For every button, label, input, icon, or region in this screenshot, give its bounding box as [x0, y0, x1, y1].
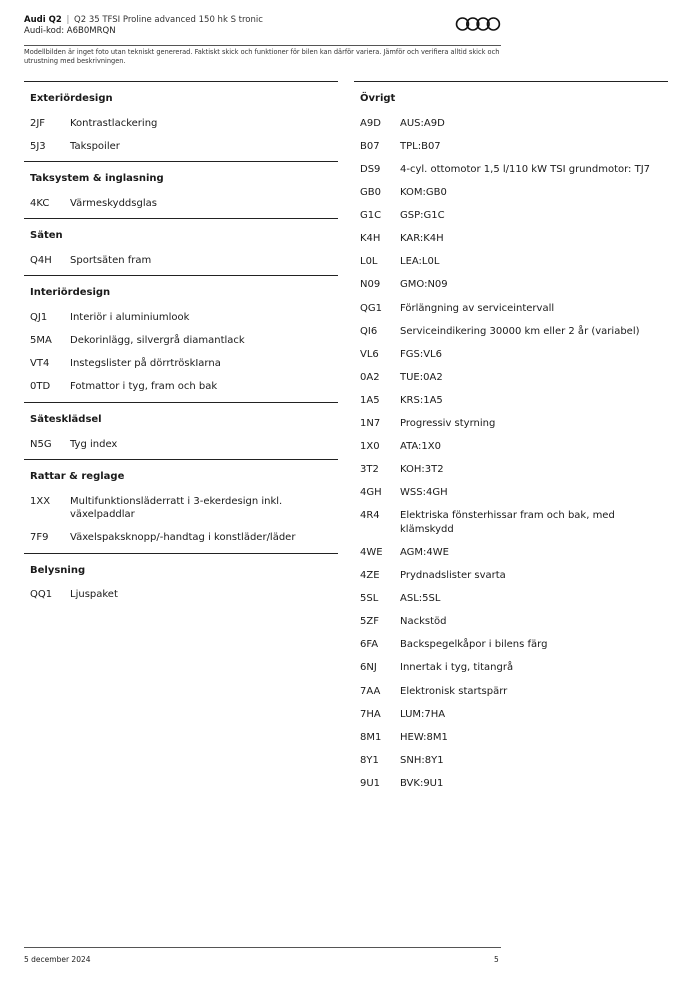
equipment-description: 4-cyl. ottomotor 1,5 l/110 kW TSI grundmotor: TJ7 [400, 163, 651, 175]
equipment-description: Förlängning av serviceintervall [400, 302, 555, 314]
equipment-description: Växelspaksknopp/-handtag i konstläder/läder [70, 532, 296, 544]
equipment-section [24, 402, 338, 459]
equipment-row [354, 726, 668, 749]
equipment-row [24, 433, 338, 456]
equipment-code: 5J3 [30, 140, 46, 152]
equipment-row [354, 749, 668, 772]
page-header [24, 15, 500, 37]
section-title: Rattar & reglage [30, 470, 125, 482]
equipment-row [24, 135, 338, 158]
equipment-row [354, 389, 668, 412]
equipment-description: Sportsäten fram [70, 255, 152, 267]
equipment-row [24, 192, 338, 215]
equipment-description: KRS:1A5 [400, 394, 443, 406]
equipment-code: 5SL [360, 593, 379, 605]
equipment-row [354, 320, 668, 343]
model-name: Audi Q2 [24, 15, 62, 25]
equipment-code: 4ZE [360, 570, 380, 582]
section-title: Interiördesign [30, 287, 111, 299]
equipment-code: 7AA [360, 685, 381, 697]
equipment-section [354, 81, 668, 798]
equipment-row [354, 634, 668, 657]
header-divider [24, 45, 501, 46]
equipment-description: KOH:3T2 [400, 464, 444, 476]
equipment-row [354, 227, 668, 250]
equipment-row [354, 251, 668, 274]
equipment-code: QQ1 [30, 589, 53, 601]
equipment-section [24, 553, 338, 610]
equipment-section [24, 275, 338, 401]
equipment-description: Serviceindikering 30000 km eller 2 år (variabel) [400, 325, 640, 337]
equipment-description: Dekorinlägg, silvergrå diamantlack [70, 335, 245, 347]
section-title: Belysning [30, 564, 86, 576]
equipment-code: 4GH [360, 487, 382, 499]
equipment-row [354, 297, 668, 320]
equipment-code: N09 [360, 279, 381, 291]
equipment-code: 5MA [30, 335, 52, 347]
section-title: Övrigt [360, 93, 396, 104]
equipment-description: Värmeskyddsglas [70, 197, 157, 209]
equipment-row [24, 376, 338, 399]
equipment-code: 8Y1 [360, 754, 379, 766]
equipment-code: B07 [360, 140, 380, 152]
equipment-section [24, 218, 338, 275]
equipment-row [24, 112, 338, 135]
equipment-description: SNH:8Y1 [400, 754, 444, 766]
equipment-code: L0L [360, 256, 378, 268]
equipment-description: LUM:7HA [400, 708, 446, 720]
section-title: Säten [30, 230, 63, 242]
equipment-description: GMO:N09 [400, 279, 448, 291]
equipment-code: 1N7 [360, 418, 381, 430]
equipment-code: DS9 [360, 163, 381, 175]
equipment-description: Elektronisk startspärr [400, 685, 508, 697]
equipment-row [354, 366, 668, 389]
equipment-row [354, 482, 668, 505]
page-number: 5 [494, 955, 499, 964]
equipment-description: Kontrastlackering [70, 117, 158, 129]
equipment-row [24, 306, 338, 329]
equipment-description: Takspoiler [70, 140, 120, 152]
equipment-description: GSP:G1C [400, 210, 445, 222]
footer-divider [24, 947, 501, 948]
audi-rings-icon [455, 16, 501, 32]
equipment-code: 1X0 [360, 441, 380, 453]
equipment-code: QG1 [360, 302, 382, 314]
equipment-description: Tyg index [70, 438, 118, 450]
equipment-row [354, 610, 668, 633]
equipment-row [354, 181, 668, 204]
equipment-row [354, 541, 668, 564]
equipment-section [24, 81, 338, 161]
equipment-code: VL6 [360, 348, 379, 360]
equipment-description: TPL:B07 [400, 140, 441, 152]
equipment-row [354, 274, 668, 297]
equipment-row [354, 505, 668, 542]
equipment-code: QJ1 [30, 312, 48, 324]
equipment-description: KAR:K4H [400, 233, 444, 245]
equipment-code: 3T2 [360, 464, 379, 476]
equipment-row [354, 112, 668, 135]
equipment-description: Ljuspaket [70, 589, 118, 601]
equipment-row [354, 435, 668, 458]
model-variant: Q2 35 TFSI Proline advanced 150 hk S tronic [74, 15, 263, 25]
equipment-row [24, 490, 338, 527]
equipment-code: 7F9 [30, 532, 49, 544]
equipment-row [24, 329, 338, 352]
equipment-row [354, 703, 668, 726]
equipment-description: ASL:5SL [400, 593, 441, 605]
section-title: Sätesklädsel [30, 413, 102, 425]
equipment-description: HEW:8M1 [400, 731, 448, 743]
equipment-section [24, 161, 338, 218]
equipment-code: Q4H [30, 255, 52, 267]
equipment-row [354, 343, 668, 366]
equipment-description: AGM:4WE [400, 546, 449, 558]
equipment-description: Multifunktionsläderratt i 3-ekerdesign inkl. växelpaddlar [70, 495, 283, 521]
equipment-description: Interiör i aluminiumlook [70, 312, 190, 324]
equipment-description: AUS:A9D [400, 117, 445, 129]
equipment-row [24, 526, 338, 549]
equipment-code: 1A5 [360, 394, 380, 406]
equipment-description: Fotmattor i tyg, fram och bak [70, 381, 218, 393]
audi-code: Audi-kod: A6B0MRQN [24, 26, 116, 36]
equipment-code: VT4 [30, 358, 50, 370]
equipment-code: 6NJ [360, 662, 377, 674]
equipment-description: BVK:9U1 [400, 777, 444, 789]
equipment-row [354, 587, 668, 610]
equipment-code: 9U1 [360, 777, 381, 789]
equipment-code: 6FA [360, 639, 379, 651]
equipment-row [354, 204, 668, 227]
section-title: Taksystem & inglasning [30, 173, 164, 185]
equipment-description: WSS:4GH [400, 487, 448, 499]
footer-date: 5 december 2024 [24, 955, 91, 964]
header-separator: | [66, 15, 70, 25]
equipment-row [354, 564, 668, 587]
equipment-row [354, 412, 668, 435]
equipment-row [24, 353, 338, 376]
equipment-code: 7HA [360, 708, 381, 720]
equipment-description: KOM:GB0 [400, 187, 447, 199]
section-title: Exteriördesign [30, 93, 113, 104]
equipment-description: Backspegelkåpor i bilens färg [400, 639, 548, 651]
equipment-code: 0TD [30, 381, 51, 393]
equipment-code: 1XX [30, 495, 51, 507]
equipment-row [24, 249, 338, 272]
equipment-description: LEA:L0L [400, 256, 440, 268]
equipment-description: ATA:1X0 [400, 441, 442, 453]
equipment-code: 4KC [30, 197, 50, 209]
equipment-code: 4R4 [360, 510, 380, 522]
equipment-code: 0A2 [360, 371, 380, 383]
model-line [24, 15, 500, 26]
equipment-description: Prydnadslister svarta [400, 570, 506, 582]
equipment-section [24, 459, 338, 553]
equipment-code: G1C [360, 210, 382, 222]
equipment-code: N5G [30, 438, 52, 450]
equipment-code: GB0 [360, 187, 381, 199]
equipment-description: TUE:0A2 [400, 371, 443, 383]
equipment-description: Elektriska fönsterhissar fram och bak, med klämskydd [400, 510, 615, 535]
equipment-description: Progressiv styrning [400, 418, 496, 430]
equipment-code: K4H [360, 233, 381, 245]
equipment-code: 5ZF [360, 616, 379, 628]
equipment-description: Instegslister på dörrtröskIarna [70, 358, 221, 370]
equipment-description: Nackstöd [400, 616, 447, 628]
equipment-code: 8M1 [360, 731, 382, 743]
equipment-row [24, 584, 338, 607]
equipment-description: Innertak i tyg, titangrå [400, 662, 514, 674]
equipment-row [354, 458, 668, 481]
equipment-code: A9D [360, 117, 381, 129]
left-column [24, 81, 338, 610]
right-column [354, 81, 668, 798]
disclaimer: Modellbilden är inget foto utan tekniskt genererad. Faktiskt skick och funktioner för bilen kan därför variera. Jämför och verifiera alltid skick och utrustning med beskrivningen. [24, 48, 500, 65]
equipment-row [354, 135, 668, 158]
equipment-row [354, 680, 668, 703]
equipment-row [354, 772, 668, 795]
equipment-row [354, 158, 668, 181]
equipment-code: QI6 [360, 325, 378, 337]
equipment-row [354, 657, 668, 680]
equipment-code: 4WE [360, 546, 383, 558]
equipment-code: 2JF [30, 117, 46, 129]
equipment-description: FGS:VL6 [400, 348, 442, 360]
